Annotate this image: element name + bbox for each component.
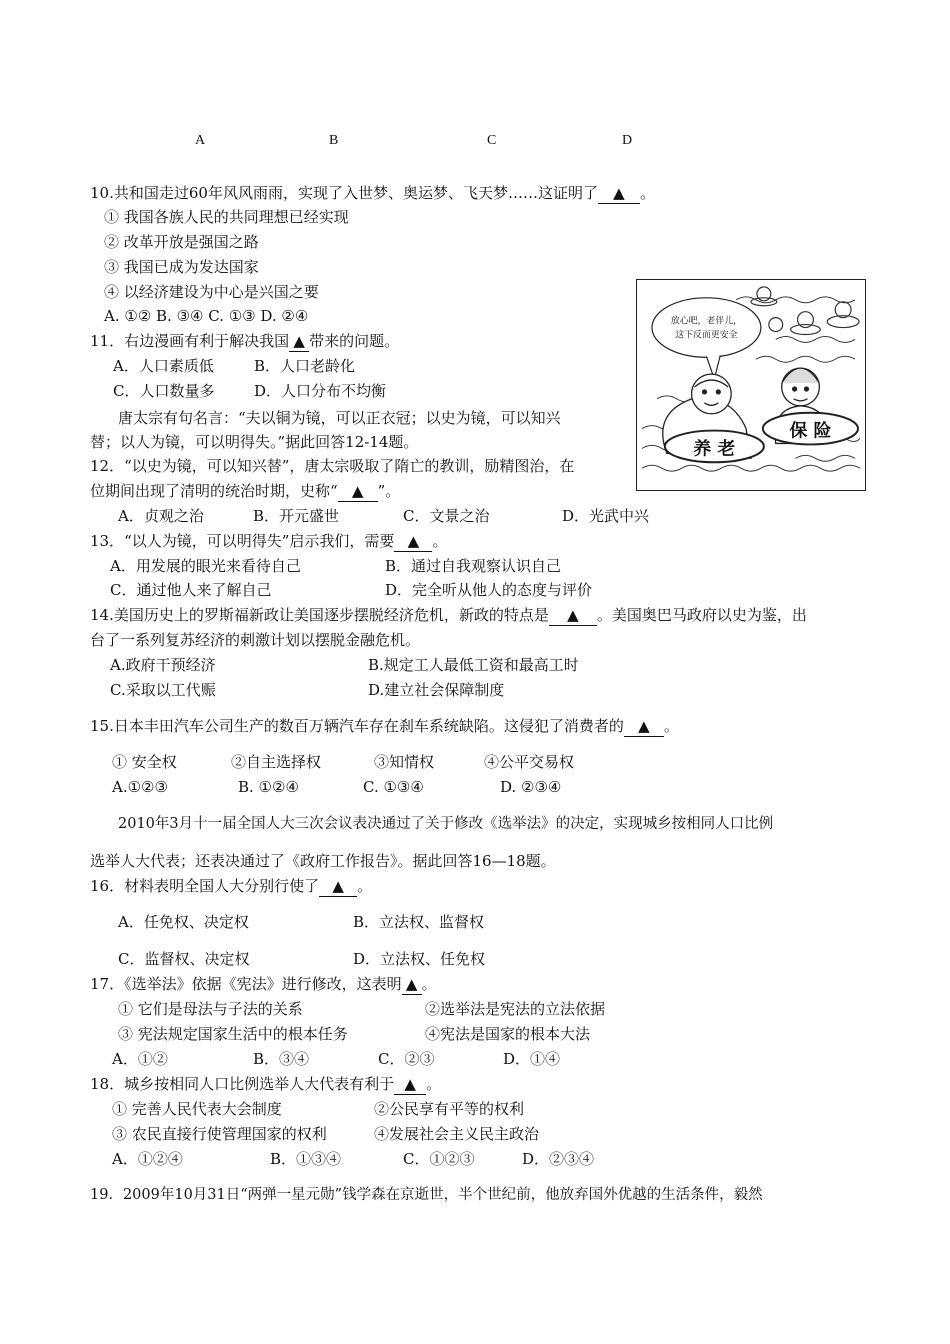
q17-stem: 17．《选举法》依据《宪法》进行修改，这表明 ▲ 。 (90, 975, 437, 993)
cartoon-drawing (637, 280, 865, 490)
q17-option-2: ②选举法是宪法的立法依据 (425, 1000, 606, 1018)
q15-answer-a: A.①②③ (112, 778, 168, 796)
q16-option-a: A．任免权、决定权 (118, 913, 249, 931)
intro-16-18-line1: 2010年3月十一届全国人大三次会议表决通过了关于修改《选举法》的决定，实现城乡按相同人口比例 (118, 816, 774, 832)
option-label-c: C (487, 133, 497, 148)
q10-option-4: ④ 以经济建设为中心是兴国之要 (104, 283, 319, 301)
q10-answers: A. ①② B. ③④ C. ①③ D. ②④ (104, 307, 309, 325)
q19-stem-line1: 19．2009年10月31日“两弹一星元勋”钱学森在京逝世，半个世纪前，他放弃国外优越的生活条件，毅然 (90, 1187, 763, 1203)
q18-answer-c: C．①②③ (403, 1150, 475, 1168)
answer-blank[interactable]: ▲ (598, 183, 640, 204)
q15-option-2: ②自主选择权 (231, 753, 322, 771)
q12-option-a: A．贞观之治 (118, 507, 204, 525)
q18-answer-d: D．②③④ (522, 1150, 595, 1168)
q17-option-4: ④宪法是国家的根本大法 (425, 1025, 591, 1043)
answer-blank[interactable]: ▲ (319, 876, 357, 897)
q17-answer-d: D．①④ (503, 1050, 561, 1068)
q15-answer-c: C. ①③④ (363, 778, 424, 796)
q17-option-1: ① 它们是母法与子法的关系 (118, 1000, 303, 1018)
q10-stem: 10.共和国走过60年风风雨雨，实现了入世梦、奥运梦、飞天梦……这证明了 ▲ 。 (90, 184, 655, 202)
q12-option-b: B．开元盛世 (253, 507, 340, 525)
answer-blank[interactable]: ▲ (338, 481, 378, 502)
q16-option-b: B．立法权、监督权 (353, 913, 485, 931)
option-label-d: D (622, 133, 633, 148)
cartoon-bubble-line2: 这下反而更安全 (675, 330, 738, 341)
q17-answer-b: B．③④ (253, 1050, 310, 1068)
q11-option-b: B．人口老龄化 (254, 357, 356, 375)
q18-option-2: ②公民享有平等的权利 (374, 1100, 525, 1118)
answer-blank[interactable]: ▲ (549, 605, 597, 626)
q16-option-c: C．监督权、决定权 (118, 950, 250, 968)
q14-option-a: A.政府干预经济 (110, 656, 216, 674)
q10-option-1: ① 我国各族人民的共同理想已经实现 (104, 208, 349, 226)
intro-16-18-line2: 选举人大代表；还表决通过了《政府工作报告》。据此回答16—18题。 (90, 852, 556, 870)
q13-option-d: D．完全听从他人的态度与评价 (385, 581, 593, 599)
q15-answer-b: B. ①②④ (238, 778, 299, 796)
q18-answer-b: B．①③④ (270, 1150, 342, 1168)
answer-blank[interactable]: ▲ (402, 974, 422, 995)
option-label-b: B (329, 133, 339, 148)
q17-option-3: ③ 宪法规定国家生活中的根本任务 (118, 1025, 348, 1043)
q14-option-b: B.规定工人最低工资和最高工时 (368, 656, 579, 674)
q12-option-d: D．光武中兴 (562, 507, 650, 525)
q15-stem: 15.日本丰田汽车公司生产的数百万辆汽车存在刹车系统缺陷。这侵犯了消费者的 ▲ 。 (90, 717, 679, 735)
q13-stem: 13．“以人为镜，可以明得失”启示我们，需要 ▲ 。 (90, 532, 448, 550)
q17-answer-c: C．②③ (378, 1050, 435, 1068)
q10-option-3: ③ 我国已成为发达国家 (104, 258, 259, 276)
q18-option-4: ④发展社会主义民主政治 (374, 1125, 540, 1143)
q18-option-1: ① 完善人民代表大会制度 (112, 1100, 282, 1118)
q12-stem-line1: 12．“以史为镜，可以知兴替”，唐太宗吸取了隋亡的教训，励精图治，在 (90, 457, 575, 475)
q14-option-c: C.采取以工代赈 (110, 681, 216, 699)
q13-option-b: B．通过自我观察认识自己 (385, 557, 562, 575)
q14-stem-line2: 台了一系列复苏经济的刺激计划以摆脱金融危机。 (90, 631, 421, 649)
q11-option-a: A．人口素质低 (113, 357, 214, 375)
q16-option-d: D．立法权、任免权 (353, 950, 486, 968)
q12-option-c: C．文景之治 (403, 507, 490, 525)
q17-answer-a: A．①② (112, 1050, 168, 1068)
q18-option-3: ③ 农民直接行使管理国家的权利 (112, 1125, 327, 1143)
intro-12-14-line1: 唐太宗有句名言：“夫以铜为镜，可以正衣冠；以史为镜，可以知兴 (118, 409, 561, 427)
cartoon-bubble-line1: 放心吧，老伴儿， (670, 316, 743, 327)
answer-blank[interactable]: ▲ (394, 1074, 426, 1095)
q11-option-c: C．人口数量多 (113, 382, 215, 400)
q10-option-2: ② 改革开放是强国之路 (104, 233, 259, 251)
q15-option-4: ④公平交易权 (484, 753, 575, 771)
answer-blank[interactable]: ▲ (394, 531, 432, 552)
cartoon-ring-insurance: 保 险 (789, 420, 832, 442)
q13-option-c: C．通过他人来了解自己 (110, 581, 272, 599)
q15-answer-d: D. ②③④ (500, 778, 562, 796)
q11-option-d: D．人口分布不均衡 (254, 382, 387, 400)
q16-stem: 16．材料表明全国人大分别行使了 ▲ 。 (90, 877, 373, 895)
q18-stem: 18．城乡按相同人口比例选举人大代表有利于 ▲ 。 (90, 1075, 442, 1093)
option-label-a: A (195, 133, 206, 148)
q14-stem-line1: 14.美国历史上的罗斯福新政让美国逐步摆脱经济危机，新政的特点是 ▲ 。美国奥巴马政府以史为鉴，出 (90, 606, 807, 624)
q15-option-1: ① 安全权 (112, 753, 177, 771)
answer-blank[interactable]: ▲ (624, 716, 664, 737)
q13-option-a: A．用发展的眼光来看待自己 (110, 557, 301, 575)
q15-option-3: ③知情权 (374, 753, 435, 771)
cartoon-illustration (636, 279, 866, 491)
intro-12-14-line2: 替；以人为镜，可以明得失。”据此回答12-14题。 (90, 433, 419, 451)
q14-option-d: D.建立社会保障制度 (368, 681, 505, 699)
q11-stem: 11．右边漫画有利于解决我国 ▲ 带来的问题。 (90, 332, 400, 350)
q18-answer-a: A．①②④ (112, 1150, 183, 1168)
cartoon-ring-pension: 养 老 (693, 438, 736, 460)
q12-stem-line2: 位期间出现了清明的统治时期，史称“ ▲ ”。 (90, 482, 401, 500)
answer-blank[interactable]: ▲ (289, 331, 309, 352)
